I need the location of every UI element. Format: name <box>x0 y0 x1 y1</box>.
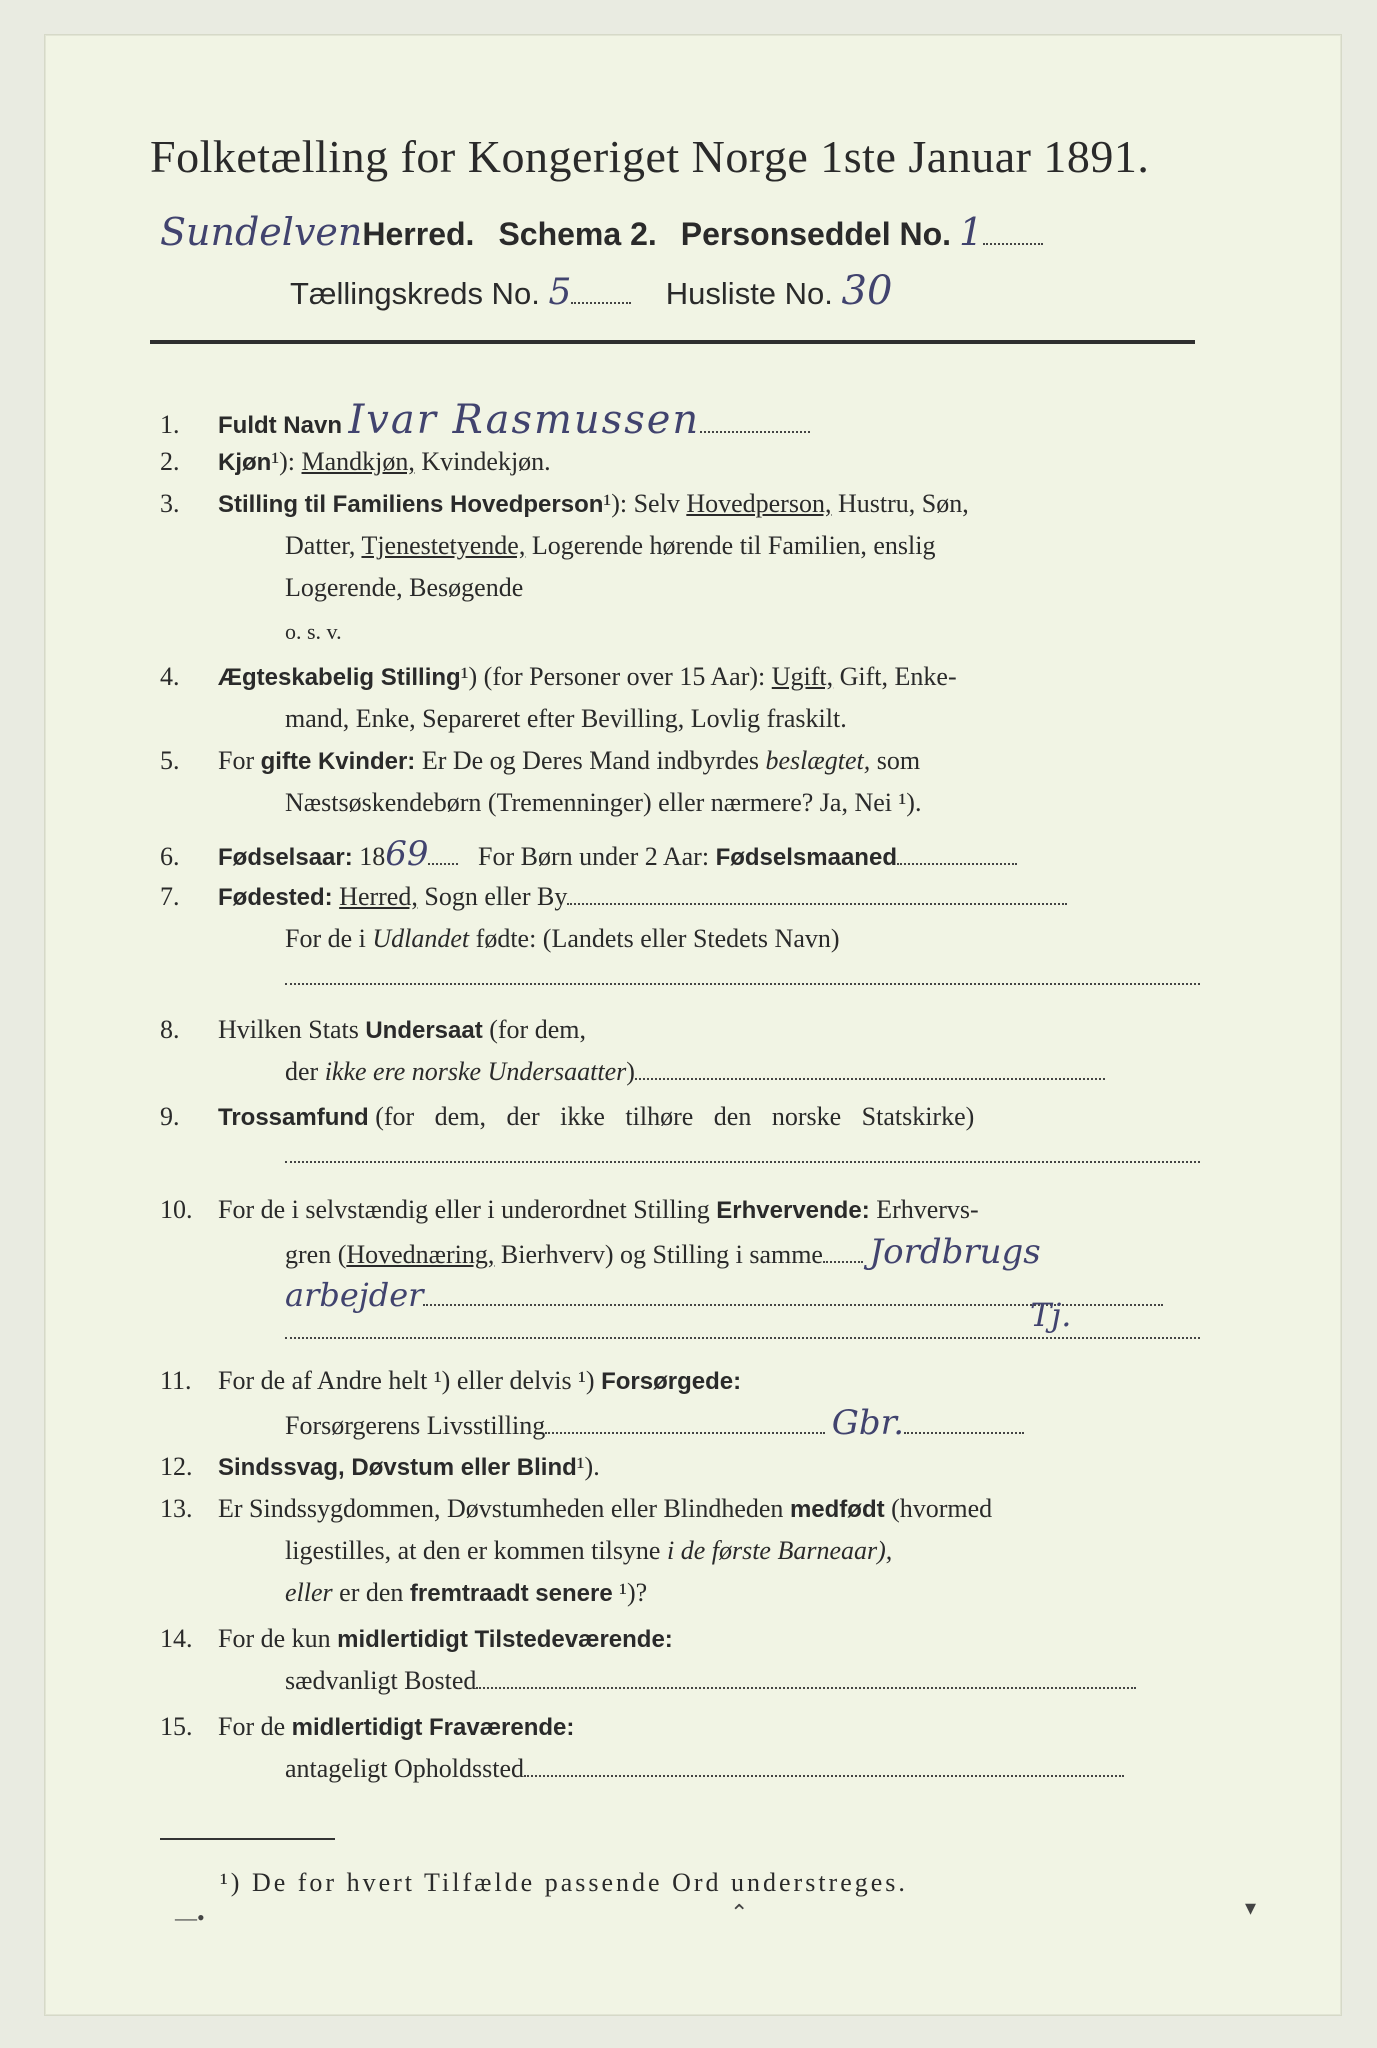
text-fragment: Udlandet <box>372 924 470 953</box>
header-line-herred <box>160 210 1210 254</box>
item-6-birth-year <box>160 834 1200 874</box>
text-fragment: Er De og Deres Mand indbyrdes <box>421 746 759 775</box>
text-fragment: (for dem, <box>489 1015 586 1044</box>
item-number: 5. <box>160 746 180 775</box>
text-fragment: Sogn eller By <box>424 882 568 911</box>
option-hovednaering: Hovednæring, <box>346 1240 495 1269</box>
header-line-kreds <box>290 268 1190 314</box>
item-4-line-2: mand, Enke, Separeret efter Bevilling, Lovlig fraskilt. <box>285 704 847 733</box>
text-fragment: ligestilles, at den er kommen tilsyne <box>285 1536 661 1565</box>
birthplace-foreign-dots <box>285 983 1200 985</box>
text-fragment: Bierhverv) og Stilling i samme <box>500 1240 823 1269</box>
item-13-line-3 <box>160 1578 1325 1609</box>
birth-year-handwritten: 69 <box>385 834 429 874</box>
item-1-full-name <box>160 397 1200 443</box>
option-herred: Herred, <box>339 882 418 911</box>
footnote: ¹) De for hvert Tilfælde passende Ord understreges. <box>220 1868 908 1897</box>
item-4-marital-status <box>160 662 1200 693</box>
text-fragment: ikke ere norske Undersaatter <box>324 1057 627 1086</box>
married-women-label: gifte Kvinder: <box>260 748 416 775</box>
congenital-label: medfødt <box>789 1496 885 1523</box>
item-number: 15. <box>160 1712 193 1741</box>
item-11-line-2 <box>160 1403 1325 1443</box>
text-fragment: For de i <box>285 924 366 953</box>
margin-mark: —• <box>175 1905 205 1930</box>
text-fragment: Er Sindssygdommen, Døvstumheden eller Blindheden <box>218 1494 784 1523</box>
item-5-line-2: Næstsøskendebørn (Tremenninger) eller nærmere? Ja, Nei ¹). <box>285 788 922 817</box>
citizenship-label: Undersaat <box>365 1017 483 1044</box>
text-fragment: beslægtet, <box>765 746 871 775</box>
disability-footnote-ref: ¹). <box>576 1452 600 1481</box>
footnote-rule <box>160 1838 335 1840</box>
religion-label: Trossamfund <box>218 1104 369 1131</box>
item-number: 7. <box>160 882 180 911</box>
personseddel-handwritten: 1 <box>959 210 984 254</box>
text-fragment: sædvanligt Bosted <box>285 1666 477 1695</box>
item-number: 14. <box>160 1624 193 1653</box>
temporary-absent-label: midlertidigt Fraværende: <box>291 1714 575 1741</box>
birth-year-label: Fødselsaar: <box>218 844 353 871</box>
text-fragment: Forsørgerens Livsstilling <box>285 1411 546 1440</box>
full-name-label: Fuldt Navn <box>218 412 342 439</box>
text-fragment: i de første Barneaar), <box>666 1536 893 1565</box>
text-fragment: (for dem, der ikke tilhøre den norske Statskirke) <box>375 1102 975 1131</box>
item-3-line-2 <box>160 531 1325 561</box>
item-number: 1. <box>160 410 180 439</box>
occupation-handwritten-2: arbejder <box>285 1276 424 1314</box>
option-ugift: Ugift, <box>771 662 834 691</box>
item-14-temporary-present <box>160 1624 1200 1655</box>
text-fragment: Hvilken Stats <box>218 1015 359 1044</box>
sex-option-male: Mandkjøn, <box>301 447 415 476</box>
text-fragment: ¹)? <box>619 1578 648 1607</box>
item-8-citizenship <box>160 1015 1200 1046</box>
family-position-label: Stilling til Familiens Hovedperson <box>218 491 604 518</box>
item-10-line-2 <box>160 1232 1325 1272</box>
full-name-handwritten: Ivar Rasmussen <box>348 397 701 443</box>
item-number: 11. <box>160 1366 192 1395</box>
item-3-line-3: Logerende, Besøgende <box>285 573 524 602</box>
disability-label: Sindssvag, Døvstum eller Blind <box>218 1454 577 1481</box>
item-number: 13. <box>160 1494 193 1523</box>
margin-mark: ▾ <box>1245 1895 1257 1920</box>
text-fragment: Gift, Enke- <box>839 662 957 691</box>
text-fragment: fødte: (Landets eller Stedets Navn) <box>475 924 840 953</box>
personseddel-label: Personseddel No. <box>680 216 952 252</box>
header-rule <box>150 340 1195 344</box>
text-fragment: For Børn under 2 Aar: <box>477 842 710 871</box>
text-fragment: ) <box>626 1057 635 1086</box>
schema-label: Schema 2. <box>498 216 657 252</box>
option-tjenestetyende: Tjenestetyende, <box>361 531 526 560</box>
item-number: 9. <box>160 1102 180 1131</box>
family-position-footnote-ref: ¹): <box>603 489 628 518</box>
option-hovedperson: Hovedperson, <box>686 489 832 518</box>
religion-dots <box>285 1161 1200 1163</box>
occupation-handwritten-3: Tj. <box>1030 1296 1072 1334</box>
text-fragment: er den <box>339 1578 404 1607</box>
occupation-handwritten-1: Jordbrugs <box>869 1232 1041 1272</box>
item-number: 2. <box>160 447 180 476</box>
text-fragment: Logerende hørende til Familien, enslig <box>531 531 936 560</box>
herred-handwritten: Sundelven <box>160 210 363 254</box>
text-fragment: (hvormed <box>891 1494 993 1523</box>
item-7-line-2 <box>160 924 1325 954</box>
text-fragment: der <box>285 1057 319 1086</box>
text-fragment: Datter, <box>285 531 356 560</box>
sex-label: Kjøn <box>218 449 272 476</box>
marital-status-label: Ægteskabelig Stilling <box>218 664 461 691</box>
supporter-handwritten: Gbr. <box>831 1403 904 1443</box>
item-5-married-women <box>160 746 1200 777</box>
herred-label: Herred. <box>362 216 475 252</box>
text-fragment: For de <box>218 1712 286 1741</box>
text-fragment: antageligt Opholdssted <box>285 1754 525 1783</box>
kreds-handwritten: 5 <box>548 272 572 313</box>
text-fragment: gren ( <box>285 1240 347 1269</box>
citizenship-dots <box>635 1058 1105 1080</box>
supporter-dots-2 <box>904 1412 1024 1434</box>
text-fragment: eller <box>285 1578 333 1607</box>
item-3-line-4: o. s. v. <box>285 619 342 644</box>
occupation-label: Erhvervende: <box>716 1197 870 1224</box>
supporter-dots <box>545 1412 825 1434</box>
item-number: 4. <box>160 662 180 691</box>
text-fragment: Hustru, Søn, <box>837 489 969 518</box>
item-number: 6. <box>160 842 180 871</box>
birth-year-prefix: 18 <box>359 842 386 871</box>
item-7-birthplace <box>160 882 1200 913</box>
item-13-line-2 <box>160 1536 1325 1566</box>
item-12-disability <box>160 1452 1200 1483</box>
kreds-dots <box>571 282 631 304</box>
husliste-handwritten: 30 <box>841 268 893 314</box>
marital-footnote-ref: ¹) <box>460 662 478 691</box>
form-title: Folketælling for Kongeriget Norge 1ste Januar 1891. <box>150 131 1150 182</box>
text-fragment: For de kun <box>218 1624 331 1653</box>
item-9-religion <box>160 1102 1200 1133</box>
personseddel-dots <box>983 223 1043 245</box>
usual-residence-dots <box>476 1667 1136 1689</box>
text-fragment: Selv <box>633 489 680 518</box>
birth-month-dots <box>897 843 1017 865</box>
text-fragment: For de i selvstændig eller i underordnet Stilling <box>218 1195 710 1224</box>
item-number: 3. <box>160 489 180 518</box>
item-15-temporary-absent <box>160 1712 1200 1743</box>
text-fragment: For <box>218 746 255 775</box>
item-10-line-3 <box>160 1276 1325 1314</box>
full-name-dots <box>700 411 810 433</box>
item-2-sex <box>160 447 1200 478</box>
text-fragment: For de af Andre helt ¹) eller delvis ¹) <box>218 1366 595 1395</box>
item-13-congenital <box>160 1494 1200 1525</box>
occupation-handwritten-3-wrap <box>1030 1296 1150 1334</box>
item-8-line-2 <box>160 1057 1325 1087</box>
text-fragment: som <box>876 746 921 775</box>
item-number: 10. <box>160 1195 193 1224</box>
text-fragment: (for Personer over 15 Aar): <box>483 662 766 691</box>
item-number: 12. <box>160 1452 193 1481</box>
birthplace-label: Fødested: <box>218 884 333 911</box>
supported-label: Forsørgede: <box>601 1368 742 1395</box>
occupation-dots <box>823 1241 863 1263</box>
item-3-family-position <box>160 489 1200 520</box>
husliste-label: Husliste No. <box>665 276 833 311</box>
probable-residence-dots <box>524 1755 1124 1777</box>
later-onset-label: fremtraadt senere <box>409 1580 613 1607</box>
occupation-dots-3 <box>285 1337 1200 1339</box>
birth-year-dots <box>428 843 458 865</box>
item-14-line-2 <box>160 1666 1325 1696</box>
sex-option-female: Kvindekjøn. <box>421 447 551 476</box>
kreds-label: Tællingskreds No. <box>290 276 540 311</box>
birth-month-label: Fødselsmaaned <box>715 844 897 871</box>
sex-footnote-ref: ¹): <box>271 447 296 476</box>
item-number: 8. <box>160 1015 180 1044</box>
text-fragment: Erhvervs- <box>876 1195 979 1224</box>
item-15-line-2 <box>160 1754 1325 1784</box>
item-10-occupation <box>160 1195 1200 1226</box>
item-11-supported <box>160 1366 1200 1397</box>
margin-mark: ⌃ <box>730 1900 749 1925</box>
birthplace-dots <box>567 883 1067 905</box>
temporary-present-label: midlertidigt Tilstedeværende: <box>337 1626 673 1653</box>
